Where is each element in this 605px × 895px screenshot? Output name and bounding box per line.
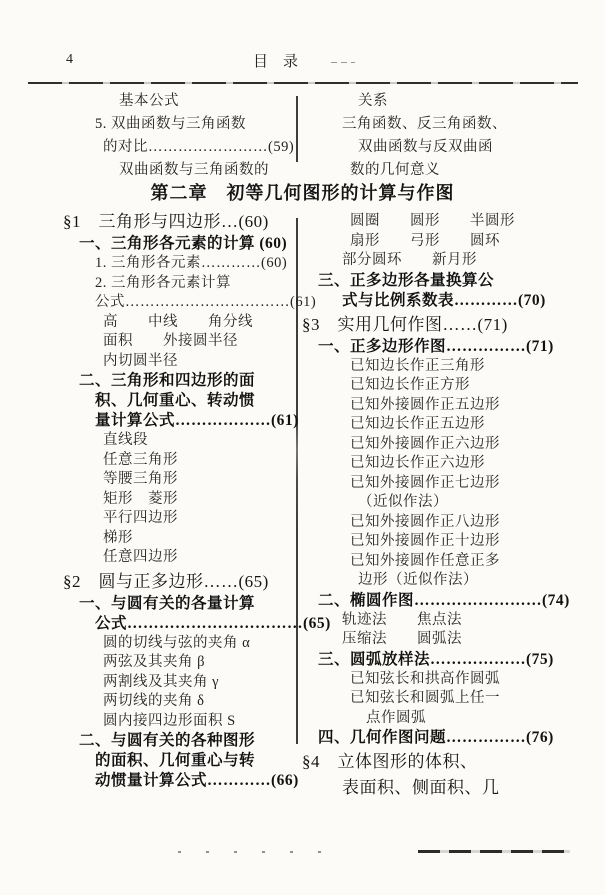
toc-line: 公式……………………………(65) [95, 614, 331, 632]
toc-line: 5. 双曲函数与三角函数 [95, 116, 246, 132]
toc-line: 双曲函数与反双曲函 [358, 139, 493, 155]
toc-line: 数的几何意义 [350, 162, 440, 178]
toc-line: 双曲函数与三角函数的 [119, 162, 269, 178]
toc-line: 梯形 [103, 529, 133, 546]
toc-line: 三、圆弧放样法………………(75) [318, 650, 554, 668]
toc-line: 1. 三角形各元素…………(60) [95, 255, 288, 271]
toc-line: 已知边长作正三角形 [350, 357, 485, 374]
page-title: 目 录 [253, 54, 299, 70]
toc-line: 内切圆半径 [103, 352, 178, 369]
toc-line: 已知外接圆作正七边形 [350, 474, 500, 491]
toc-line: 一、正多边形作图……………(71) [318, 337, 554, 355]
toc-line: §1 三角形与四边形…(60) [63, 212, 269, 231]
toc-line: 面积 外接圆半径 [103, 333, 238, 349]
bottom-scan-dash [418, 850, 570, 853]
toc-line: 圆内接四边形面积 S [103, 712, 236, 729]
toc-line: 已知外接圆作任意正多 [350, 552, 500, 569]
toc-line: 2. 三角形各元素计算 [95, 274, 231, 291]
toc-line: 关系 [358, 93, 388, 109]
column-divider-top [296, 96, 298, 162]
toc-line: 已知外接圆作正十边形 [350, 533, 500, 549]
toc-line: 四、几何作图问题……………(76) [318, 729, 554, 746]
toc-line: 轨迹法 焦点法 [342, 611, 462, 628]
toc-line: 已知边长作正五边形 [350, 416, 485, 432]
chapter-heading: 第二章 初等几何图形的计算与作图 [150, 183, 455, 203]
toc-line: 已知边长作正六边形 [350, 455, 485, 471]
toc-line: （近似作法） [358, 494, 448, 510]
toc-line: 公式……………………………(61) [95, 294, 317, 310]
page-number: 4 [66, 52, 73, 67]
toc-line: 任意四边形 [103, 549, 178, 565]
toc-line: 等腰三角形 [103, 471, 178, 487]
toc-line: 高 中线 角分线 [103, 313, 253, 330]
scan-artifact-mark [331, 62, 355, 63]
toc-line: 一、三角形各元素的计算 (60) [79, 235, 288, 252]
toc-line: 两切线的夹角 δ [103, 693, 205, 709]
toc-line: 的面积、几何重心与转 [95, 752, 256, 769]
toc-line: 任意三角形 [103, 451, 178, 468]
toc-line: 扇形 弓形 圆环 [350, 232, 500, 249]
toc-line: 边形（近似作法） [358, 572, 478, 588]
toc-line: §2 圆与正多边形……(65) [63, 571, 269, 591]
toc-line: 量计算公式………………(61) [95, 412, 299, 429]
toc-line: 积、几何重心、转动惯 [95, 392, 256, 409]
toc-line: 圆的切线与弦的夹角 α [103, 634, 251, 651]
toc-line: 矩形 菱形 [103, 490, 178, 507]
toc-line: 表面积、侧面积、几 [342, 778, 500, 797]
toc-line: 三、正多边形各量换算公 [318, 271, 495, 289]
toc-line: 已知外接圆作正六边形 [350, 435, 500, 452]
header-rule [28, 82, 578, 84]
toc-line: 压缩法 圆弧法 [342, 631, 462, 647]
continued-toc-right-column [302, 90, 507, 182]
toc-line: 已知外接圆作正八边形 [350, 513, 500, 530]
toc-line: 部分圆环 新月形 [342, 252, 477, 268]
toc-line: 两割线及其夹角 γ [103, 673, 220, 690]
continued-toc-left-column [63, 90, 294, 182]
toc-line: 已知边长作正方形 [350, 377, 470, 393]
toc-line: 动惯量计算公式…………(66) [95, 772, 299, 789]
toc-line: 平行四边形 [103, 510, 178, 526]
toc-line: 点作圆弧 [366, 709, 426, 726]
toc-line: 二、椭圆作图……………………(74) [318, 591, 570, 609]
toc-line: §4 立体图形的体积、 [302, 752, 478, 771]
toc-line: 式与比例系数表…………(70) [342, 291, 546, 309]
toc-line: 已知弦长和圆弧上任一 [350, 690, 500, 706]
toc-line: 二、三角形和四边形的面 [79, 372, 256, 389]
toc-line: 已知外接圆作正五边形 [350, 396, 500, 413]
toc-line: 圆圈 圆形 半圆形 [350, 213, 515, 229]
toc-line: 一、与圆有关的各量计算 [79, 594, 256, 612]
toc-line: 两弦及其夹角 β [103, 654, 206, 670]
toc-line: §3 实用几何作图……(71) [302, 314, 508, 334]
toc-right-column [302, 212, 570, 800]
toc-line: 的对比……………………(59) [103, 139, 295, 155]
toc-line: 三角函数、反三角函数、 [342, 116, 507, 132]
bottom-scan-dots [178, 851, 338, 853]
toc-left-column [63, 208, 331, 791]
toc-line: 基本公式 [119, 93, 179, 109]
toc-line: 直线段 [103, 432, 148, 448]
toc-line: 二、与圆有关的各种图形 [79, 732, 256, 749]
toc-line: 已知弦长和拱高作圆弧 [350, 670, 500, 687]
